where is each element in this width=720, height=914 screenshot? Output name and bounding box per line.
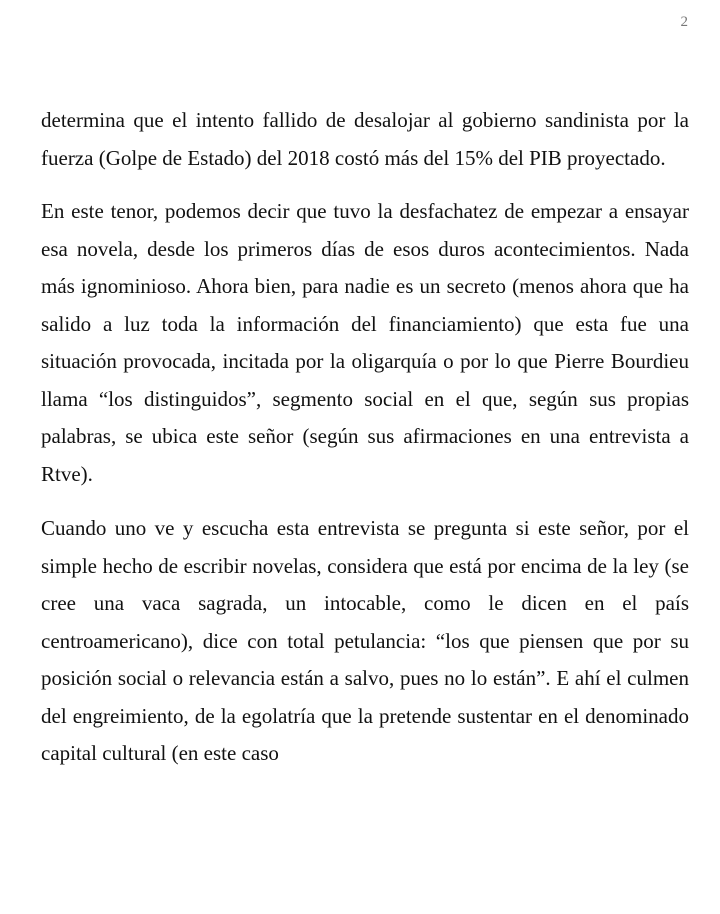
paragraph-2: En este tenor, podemos decir que tuvo la desfachatez de empezar a ensayar esa novela, desde los primeros días de esos duros acontecimientos. Nada más ignominioso. Ahora bien, para nadie es un secreto (menos ahora que ha salido a luz toda la información del financiamiento) que esta fue una situación provocada, incitada por la oligarquía o por lo que Pierre Bourdieu llama “los distinguidos”, segmento social en el que, según sus propias palabras, se ubica este señor (según sus afirmaciones en una entrevista a Rtve). xyxy=(41,199,689,486)
paragraph-1: determina que el intento fallido de desalojar al gobierno sandinista por la fuerza (Golpe de Estado) del 2018 costó más del 15% del PIB proyectado. xyxy=(41,108,689,170)
document-body xyxy=(41,102,689,789)
page-number: 2 xyxy=(680,14,688,30)
paragraph-3: Cuando uno ve y escucha esta entrevista se pregunta si este señor, por el simple hecho de escribir novelas, considera que está por encima de la ley (se cree una vaca sagrada, un intocable, como le dicen en el país centroamericano), dice con total petulancia: “los que piensen que por su posición social o relevancia están a salvo, pues no lo están”. E ahí el culmen del engreimiento, de la egolatría que la pretende sustentar en el denominado capital cultural (en este caso xyxy=(41,516,689,765)
